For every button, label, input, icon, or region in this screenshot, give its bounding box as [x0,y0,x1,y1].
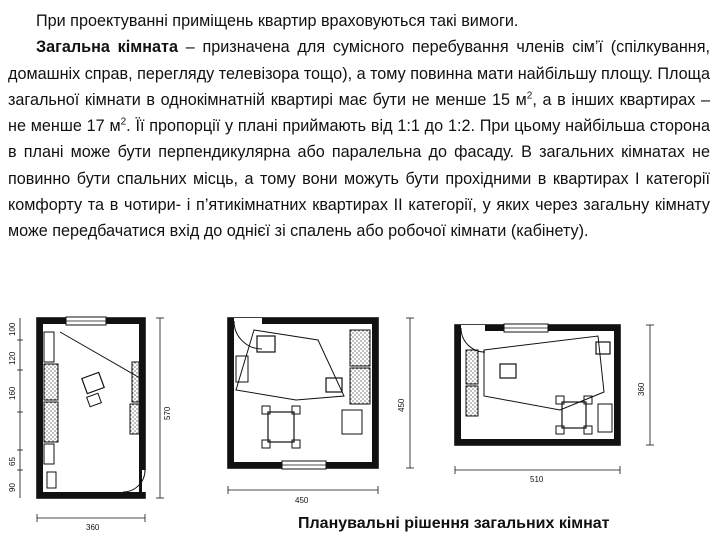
plan1-dim-1: 100 [8,322,17,336]
paragraph-text-1: – призначена для сумісного перебування членів сім’ї (спілкування, домашніх справ, перегляду телевізора тощо), а тому повинна мати найбільшу площу. Площа загальної кімнати в однокімнатній квартирі має бути не менше 15 м [8,38,710,109]
intro-paragraph [8,8,710,34]
floor-plans-figure [0,298,720,540]
plan1-dim-3: 160 [8,386,17,400]
living-room-paragraph [8,34,710,244]
floor-plan-1 [17,317,164,522]
plan1-dim-5: 90 [8,483,17,492]
floor-plan-3 [455,324,654,474]
paragraph-text-2: , а в інших квартирах – не менше 17 м [8,90,710,136]
plan2-width-dim: 450 [295,496,309,505]
intro-text: При проектуванні приміщень квартир враховуються такі вимоги. [36,12,519,30]
plan3-height-dim: 360 [637,382,646,396]
floor-plan-2 [228,318,414,494]
plan1-width-dim: 360 [86,523,100,532]
plan1-dim-4: 65 [8,457,17,466]
plan1-height-dim: 570 [163,406,172,420]
term-living-room: Загальна кімната [36,38,178,57]
figure-caption: Планувальні рішення загальних кімнат [298,515,610,532]
plan1-dim-2: 120 [8,351,17,365]
plan3-width-dim: 510 [530,475,544,484]
superscript-2a: 2 [526,90,533,102]
paragraph-text-3: . Її пропорції у плані приймають від 1:1 до 1:2. При цьому найбільша сторона в плані може бути перпендикулярна або паралельна до фасаду. В загальних кімнатах не повинно бути спальних місць, а тому вони можуть бути прохідними в квартирах I категорії комфорту та в чотири- і п’ятикімнатних квартирах II категорії, у яких через загальну кімнату може передбачатися вхід до однієї зі спалень або робочої кімнати (кабінету). [8,117,710,241]
superscript-2b: 2 [120,116,127,128]
plan2-height-dim: 450 [397,398,406,412]
body-text [8,8,710,245]
